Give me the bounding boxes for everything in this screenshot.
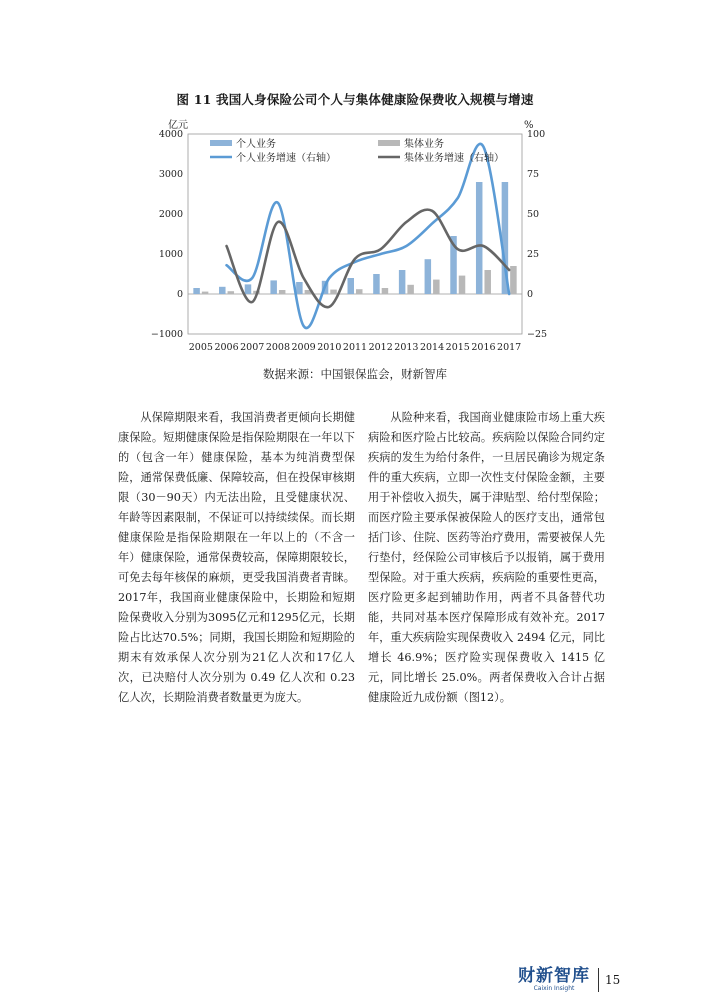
x-tick-label: 2005 — [188, 342, 213, 353]
x-tick-label: 2006 — [214, 342, 239, 353]
right-column — [368, 408, 605, 708]
left-y-tick-label: 1000 — [158, 249, 183, 260]
x-tick-label: 2007 — [240, 342, 265, 353]
right-y-tick-label: −25 — [527, 329, 548, 340]
right-y-tick-label: 100 — [527, 129, 546, 140]
bar-individual — [296, 282, 303, 294]
bar-individual — [373, 274, 380, 294]
x-tick-label: 2010 — [317, 342, 342, 353]
right-y-tick-label: 50 — [527, 209, 540, 220]
left-y-tick-label: 3000 — [158, 169, 183, 180]
bar-group — [202, 292, 209, 294]
left-column — [118, 408, 355, 708]
left-y-tick-label: 4000 — [158, 129, 183, 140]
legend-label: 个人业务 — [236, 139, 276, 150]
page-footer — [518, 968, 620, 992]
left-y-tick-label: −1000 — [150, 329, 183, 340]
x-tick-label: 2015 — [445, 342, 470, 353]
bar-group — [459, 276, 466, 294]
x-tick-label: 2014 — [419, 342, 445, 353]
legend-label: 集体业务 — [404, 139, 444, 150]
bar-group — [279, 290, 286, 294]
caixin-insight-logo — [518, 968, 590, 992]
right-y-tick-label: 75 — [527, 169, 540, 180]
bar-individual — [270, 280, 277, 294]
x-tick-label: 2009 — [291, 342, 316, 353]
bar-group — [356, 289, 363, 294]
bar-individual — [193, 288, 200, 294]
bar-group — [382, 288, 389, 294]
bar-group — [484, 270, 491, 294]
bar-individual — [219, 287, 226, 294]
x-tick-label: 2008 — [265, 342, 291, 353]
bar-group — [228, 291, 235, 294]
bar-group — [433, 280, 440, 294]
left-axis-unit: 亿元 — [168, 120, 188, 131]
bar-individual — [245, 284, 252, 294]
figure-source: 数据来源：中国银保监会，财新智库 — [263, 367, 447, 381]
bar-group — [510, 266, 516, 294]
footer-divider — [598, 968, 599, 992]
x-tick-label: 2016 — [471, 342, 496, 353]
legend-label: 个人业务增速（右轴） — [236, 153, 336, 164]
legend-label: 集体业务增速（右轴） — [404, 153, 504, 164]
left-paragraph: 从保障期限来看，我国消费者更倾向长期健康保险。短期健康保险是指保险期限在一年以下的（包含一年）健康保险，基本为纯消费型保险，通常保费低廉、保障较高，但在投保审核期限（30－90天）内无法出险，且受健康状况、年龄等因素限制，不保证可以持续续保。而长期健康保险是指保险期限在一年以上的（不含一年）健康保险，通常保费较高，保障期限较长，可免去每年核保的麻烦，更受我国消费者青睐。2017年，我国商业健康保险中，长期险和短期险保费收入分别为3095亿元和1295亿元，长期险占比达70.5%；同期，我国长期险和短期险的期末有效承保人次分别为21亿人次和17亿人次，已决赔付人次分别为 0.49 亿人次和 0.23 亿人次，长期险消费者数量更为庞大。 — [118, 411, 355, 704]
logo-subtext: Caixin Insight — [533, 985, 575, 992]
bar-individual — [425, 259, 432, 294]
legend-swatch — [378, 140, 400, 146]
chart — [150, 112, 550, 357]
right-paragraph: 从险种来看，我国商业健康险市场上重大疾病险和医疗险占比较高。疾病险以保险合同约定疾病的发生为给付条件，一旦居民确诊为规定条件的重大疾病，立即一次性支付保险金额，主要用于补偿收入损失，属于津贴型、给付型保险；而医疗险主要承保被保险人的医疗支出，通常包括门诊、住院、医药等治疗费用，需要被保人先行垫付，经保险公司审核后予以报销，属于费用型保险。对于重大疾病，疾病险的重要性更高，医疗险更多起到辅助作用，两者不具备替代功能，共同对基本医疗保障形成有效补充。2017年，重大疾病险实现保费收入 2494 亿元，同比增长 46.9%；医疗险实现保费收入 1415 亿元，同比增长 25.0%。两者保费收入合计占据健康险近九成份额（图12）。 — [368, 411, 605, 704]
bar-individual — [476, 182, 483, 294]
legend-swatch — [210, 140, 232, 146]
line-individual-growth — [227, 144, 510, 328]
bar-group — [407, 285, 414, 294]
x-tick-label: 2011 — [342, 342, 368, 353]
bar-individual — [348, 278, 355, 294]
left-y-tick-label: 0 — [176, 289, 183, 300]
logo-text: 财新智库 — [518, 966, 590, 986]
x-tick-label: 2013 — [394, 342, 419, 353]
right-y-tick-label: 0 — [527, 289, 534, 300]
x-tick-label: 2012 — [368, 342, 393, 353]
bar-group — [330, 290, 337, 294]
plot-frame — [188, 134, 522, 334]
right-axis-unit: % — [524, 120, 534, 131]
right-y-tick-label: 25 — [527, 249, 540, 260]
bar-individual — [399, 270, 406, 294]
page-number: 15 — [605, 973, 621, 987]
left-y-tick-label: 2000 — [158, 209, 183, 220]
figure-title: 图 11 我国人身保险公司个人与集体健康险保费收入规模与增速 — [176, 92, 534, 107]
x-tick-label: 2017 — [497, 342, 522, 353]
